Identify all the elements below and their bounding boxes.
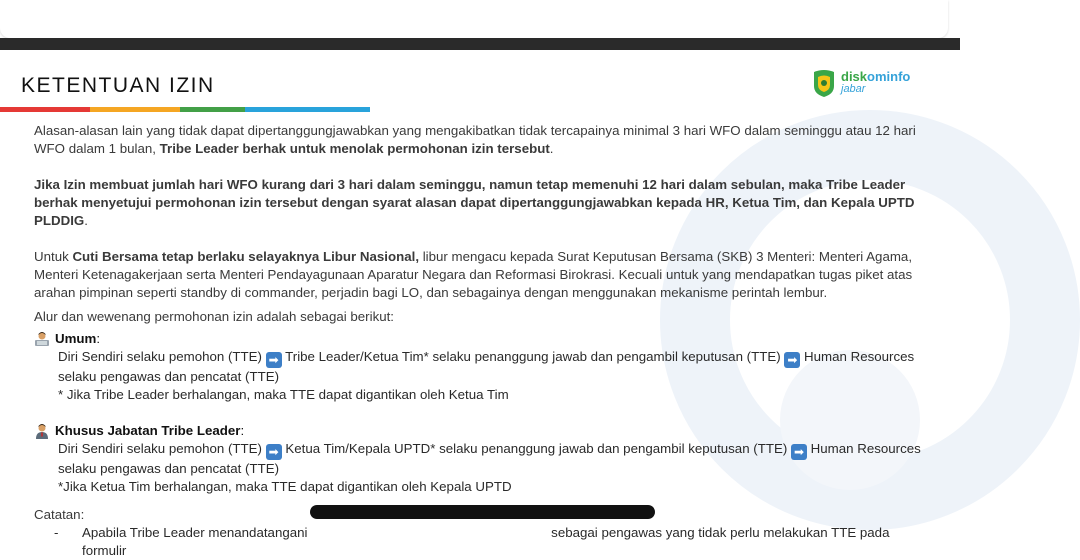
umum-heading: Umum — [55, 331, 97, 346]
paragraph-1 — [34, 122, 924, 158]
document-body — [34, 122, 924, 560]
p3-bold: Cuti Bersama tetap berlaku selayaknya Libur Nasional, — [72, 249, 420, 264]
umum-step-1: Diri Sendiri selaku pemohon (TTE) — [58, 349, 262, 364]
page-title: KETENTUAN IZIN — [21, 74, 215, 97]
p2-bold: Jika Izin membuat jumlah hari WFO kurang dari 3 hari dalam seminggu, namun tetap memenuhi 12 hari dalam sebulan, maka Tribe Leader berhak menyetujui permohonan izin tersebut dengan syarat alasan dapat dipertanggungjawabkan kepada HR, Ketua Tim, dan Kepala UPTD PLDDIG — [34, 177, 915, 228]
umum-heading-row — [34, 330, 924, 348]
catatan-item-text — [82, 524, 924, 560]
underline-blue — [245, 107, 370, 112]
right-arrow-icon: ➡ — [266, 352, 282, 368]
underline-yellow — [90, 107, 180, 112]
right-arrow-icon: ➡ — [784, 352, 800, 368]
khusus-step-3: Human Resources selaku pengawas dan pencatat (TTE) — [58, 441, 921, 476]
underline-green — [180, 107, 245, 112]
p3-start: Untuk — [34, 249, 73, 264]
p1-end: . — [549, 141, 554, 156]
right-arrow-icon: ➡ — [791, 444, 807, 460]
logo-brand-part2: ominfo — [867, 69, 911, 84]
separator-bar — [0, 38, 960, 50]
khusus-section — [34, 422, 924, 496]
catatan-item — [34, 524, 924, 560]
umum-section — [34, 330, 924, 404]
logo-text — [841, 71, 910, 95]
redaction-bar — [310, 505, 655, 519]
paragraph-2 — [34, 176, 924, 230]
p2-end: . — [84, 213, 88, 228]
catatan-item-start: Apabila Tribe Leader menandatangani — [82, 525, 312, 540]
khusus-step-1: Diri Sendiri selaku pemohon (TTE) — [58, 441, 262, 456]
previous-card — [0, 0, 948, 38]
businessman-icon — [34, 423, 50, 439]
khusus-step-2: Ketua Tim/Kepala UPTD* selaku penanggung jawab dan pengambil keputusan (TTE) — [285, 441, 788, 456]
jabar-emblem-icon — [810, 68, 838, 98]
paragraph-3 — [34, 248, 924, 302]
umum-step-3: Human Resources selaku pengawas dan pencatat (TTE) — [58, 349, 915, 384]
list-dash: - — [54, 525, 59, 540]
umum-flow — [58, 348, 924, 386]
khusus-flow — [58, 440, 924, 478]
p3-rest: libur mengacu kepada Surat Keputusan Bersama (SKB) 3 Menteri: Menteri Agama, Menteri Ketenagakerjaan serta Menteri Pendayagunaan Aparatur Negara dan Reformasi Birokrasi. Kecuali untuk yang mendapatkan tugas piket atas arahan pimpinan seperti standby di commander, perjadin bagi LO, dan sebagainya dengan menggunakan mekanisme perintah lembur. — [34, 249, 913, 300]
paragraph-4: Alur dan wewenang permohonan izin adalah sebagai berikut: — [34, 309, 394, 324]
logo-region: jabar — [841, 83, 866, 95]
khusus-colon: : — [240, 423, 245, 438]
umum-step-2: Tribe Leader/Ketua Tim* selaku penanggung jawab dan pengambil keputusan (TTE) — [285, 349, 781, 364]
logo-brand — [841, 71, 910, 83]
catatan-item-end: sebagai pengawas yang tidak perlu melakukan TTE pada formulir — [82, 525, 890, 558]
person-laptop-icon — [34, 331, 50, 347]
khusus-heading: Khusus Jabatan Tribe Leader — [55, 423, 241, 438]
diskominfo-logo — [810, 68, 910, 98]
khusus-note: *Jika Ketua Tim berhalangan, maka TTE dapat digantikan oleh Kepala UPTD — [58, 479, 512, 494]
umum-colon: : — [96, 331, 101, 346]
khusus-heading-row — [34, 422, 924, 440]
catatan-label: Catatan: — [34, 507, 85, 522]
right-arrow-icon: ➡ — [266, 444, 282, 460]
title-underline — [0, 107, 370, 112]
document-sheet — [0, 50, 960, 558]
p1-text: Alasan-alasan lain yang tidak dapat dipertanggungjawabkan yang mengakibatkan tidak tercapainya minimal 3 hari WFO dalam seminggu atau 12 hari WFO dalam 1 bulan, — [34, 123, 916, 156]
underline-red — [0, 107, 90, 112]
umum-note: * Jika Tribe Leader berhalangan, maka TTE dapat digantikan oleh Ketua Tim — [58, 387, 509, 402]
logo-brand-part1: disk — [841, 69, 868, 84]
p1-bold: Tribe Leader berhak untuk menolak permohonan izin tersebut — [159, 141, 550, 156]
